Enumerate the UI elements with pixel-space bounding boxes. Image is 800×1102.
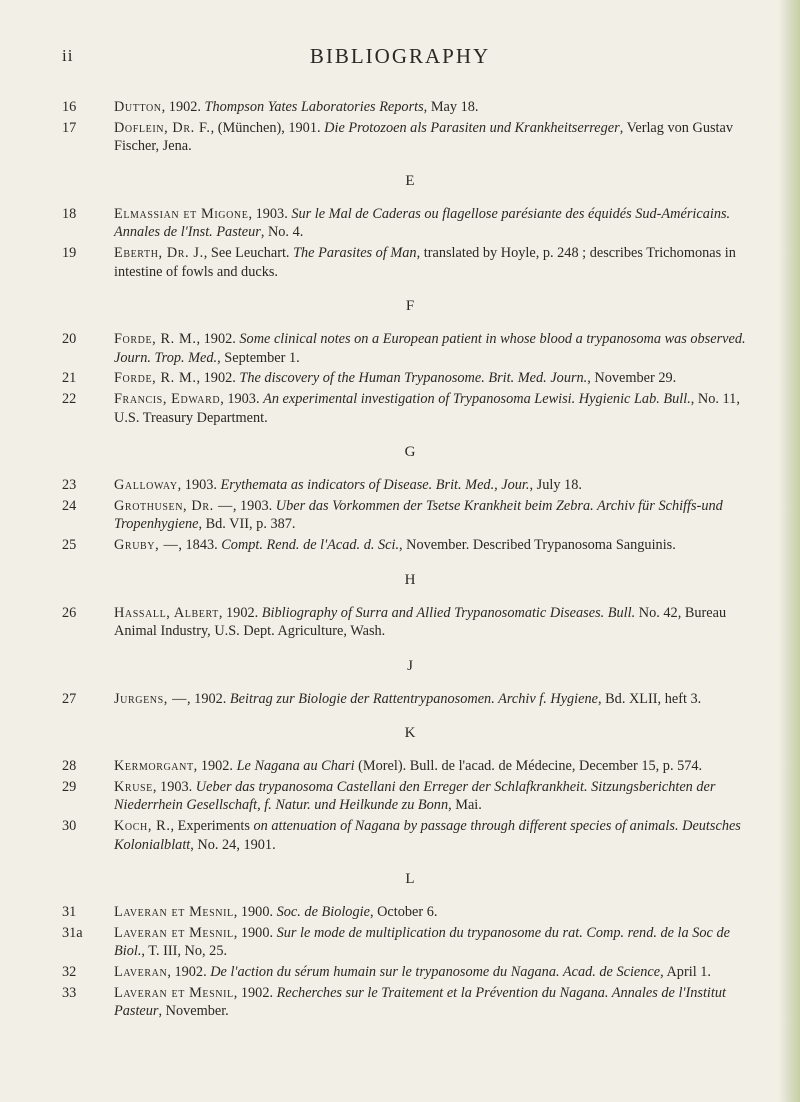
bibliography-entry: 27 Jurgens, —, 1902. Beitrag zur Biologie der Rattentrypanosomen. Archiv f. Hygiene, Bd. XLII, heft 3. (62, 690, 702, 707)
entry-title: Erythemata as indicators of Disease. Brit. Med., Jour. (220, 477, 530, 494)
entry-year: Experiments (177, 818, 250, 835)
entry-title: Thompson Yates Laboratories Reports (204, 99, 424, 115)
section-letter: H (404, 571, 416, 588)
entry-author: Forde, R. M. (114, 331, 197, 348)
entry-number: 30 (62, 818, 77, 835)
entry-title: The discovery of the Human Trypanosome. Brit. Med. Journ. (239, 370, 588, 387)
entry-year: 1902. (203, 331, 236, 348)
entry-title: An experimental investigation of Trypanosoma Lewisi. Hygienic Lab. Bull. (263, 390, 691, 407)
entry-year: 1843. (185, 536, 218, 553)
entry-number: 31a (62, 924, 83, 941)
entry-title: Sur le Mal de Caderas ou flagellose parésiante des équidés Sud-Américains. Annales de l'Inst. Pasteur (114, 205, 731, 241)
bibliography-entry: 30 Koch, R., Experiments on attenuation of Nagana by passage through different species of animals. Deutsches Kolonialblatt, No. 24, 1901. (62, 818, 741, 853)
entry-details: , T. III, No, 25. (141, 943, 228, 960)
entry-details: , No. 4. (260, 224, 304, 241)
entry-year: 1903. (184, 477, 217, 494)
entry-number: 28 (62, 758, 77, 775)
entry-details: , September 1. (217, 349, 300, 366)
entry-year: 1903. (255, 205, 288, 222)
entry-author: Dutton (114, 99, 162, 115)
bibliography-entry: 18 Elmassian et Migone, 1903. Sur le Mal de Caderas ou flagellose parésiante des équidés Sud-Américains. Annales de l'Inst. Pasteur, No. 4. (62, 205, 731, 241)
section-letter: E (405, 172, 415, 189)
bibliography-entry: 33 Laveran et Mesnil, 1902. Recherches sur le Traitement et la Prévention du Nagana. Annales de l'Institut Pasteur, November. (62, 984, 726, 1020)
entry-details: , Bd. VII, p. 387. (198, 516, 296, 533)
entry-author: Galloway (114, 477, 178, 494)
entry-details: , No. 24, 1901. (190, 836, 276, 853)
entry-year: 1902. (168, 99, 201, 115)
entry-year: 1903. (227, 390, 260, 407)
entry-details: , October 6. (369, 904, 438, 921)
entry-year: (München), 1901. (217, 119, 321, 136)
entry-details: , May 18. (423, 99, 479, 115)
entry-author: Eberth, Dr. J. (114, 244, 204, 261)
entry-author: Doflein, Dr. F. (114, 119, 211, 136)
entry-title: The Parasites of Man (293, 244, 417, 261)
entry-details: No. 42, Bureau Animal Industry, U.S. Dept. Agriculture, Wash. (114, 604, 727, 640)
entry-number: 22 (62, 390, 77, 407)
entry-year: 1903. (160, 778, 193, 795)
entry-number: 21 (62, 370, 77, 387)
bibliography-entry: 23 Galloway, 1903. Erythemata as indicators of Disease. Brit. Med., Jour., July 18. (62, 477, 582, 494)
entry-author: Forde, R. M. (114, 370, 197, 387)
entry-details: , translated by Hoyle, p. 248 ; describes Trichomonas in intestine of fowls and ducks. (114, 244, 736, 280)
entry-title: Bibliography of Surra and Allied Trypanosomatic Diseases. Bull. (261, 604, 636, 621)
bibliography-entry: 32 Laveran, 1902. De l'action du sérum humain sur le trypanosome du Nagana. Acad. de Science, April 1. (62, 964, 711, 981)
entry-year: 1902. (240, 984, 274, 1001)
bibliography-entry: 19 Eberth, Dr. J., See Leuchart. The Parasites of Man, translated by Hoyle, p. 248 ; describes Trichomonas in intestine of fowls and ducks. (62, 244, 736, 280)
entry-details: , April 1. (660, 964, 711, 981)
entry-year: 1900. (240, 924, 274, 941)
entry-title: Uber das Vorkommen der Tsetse Krankheit beim Zebra. Archiv für Schiffs-und Tropenhygiene (114, 497, 723, 533)
bibliography-entry: 17 Doflein, Dr. F., (München), 1901. Die Protozoen als Parasiten und Krankheitserreger, Verlag von Gustav Fischer, Jena. (62, 119, 734, 155)
entry-number: 31 (62, 904, 77, 921)
entry-details: (Morel). Bull. de l'acad. de Médecine, December 15, p. 574. (354, 758, 703, 775)
entry-number: 17 (62, 119, 77, 136)
bibliography-entry: 31a Laveran et Mesnil, 1900. Sur le mode de multiplication du trypanosome du rat. Comp. rend. de la Soc de Biol., T. III, No, 25. (62, 924, 730, 960)
entry-author: Koch, R. (114, 818, 171, 835)
entry-author: Kermorgant (114, 758, 194, 775)
section-letter: K (404, 725, 416, 742)
entry-details: , Verlag von Gustav Fischer, Jena. (114, 119, 734, 155)
entry-details: , Bd. XLII, heft 3. (598, 690, 702, 707)
bibliography-entry: 28 Kermorgant, 1902. Le Nagana au Chari (Morel). Bull. de l'acad. de Médecine, December 15, p. 574. (62, 758, 703, 775)
entry-author: Hassall, Albert (114, 604, 219, 621)
entry-number: 20 (62, 331, 77, 348)
entry-year: 1902. (194, 690, 227, 707)
entry-title: Compt. Rend. de l'Acad. d. Sci. (221, 536, 400, 553)
entry-title: Le Nagana au Chari (236, 758, 355, 775)
entry-year: 1902. (174, 964, 207, 981)
entry-author: Kruse (114, 778, 153, 795)
entry-number: 29 (62, 778, 77, 795)
entry-author: Laveran et Mesnil (114, 984, 234, 1001)
entry-author: Laveran et Mesnil (114, 904, 234, 921)
bibliography-entry: 31 Laveran et Mesnil, 1900. Soc. de Biologie, October 6. (62, 904, 438, 921)
entry-title: Die Protozoen als Parasiten und Krankheitserreger (324, 119, 620, 136)
entry-number: 16 (62, 99, 77, 115)
running-head (0, 44, 800, 70)
entry-number: 19 (62, 244, 77, 261)
entry-details: , November. (158, 1003, 229, 1020)
entry-year: 1903. (240, 497, 273, 514)
entry-title: De l'action du sérum humain sur le trypanosome du Nagana. Acad. de Science (210, 964, 661, 981)
entry-number: 23 (62, 477, 77, 494)
entry-title: Beitrag zur Biologie der Rattentrypanosomen. Archiv f. Hygiene (229, 690, 598, 707)
entry-year: See Leuchart. (210, 244, 290, 261)
entry-year: 1900. (240, 904, 274, 921)
entry-details: , November 29. (587, 370, 677, 387)
bibliography-entry: 25 Gruby, —, 1843. Compt. Rend. de l'Acad. d. Sci., November. Described Trypanosoma Sanguinis. (62, 536, 676, 553)
page-number: ii (62, 46, 74, 65)
section-letter: J (407, 657, 413, 674)
entry-author: Jurgens, — (114, 690, 188, 707)
entry-author: Gruby, — (114, 536, 179, 553)
entry-number: 24 (62, 497, 77, 514)
bibliography-entry: 22 Francis, Edward, 1903. An experimental investigation of Trypanosoma Lewisi. Hygienic Lab. Bull., No. 11, U.S. Treasury Department. (62, 390, 740, 426)
bibliography-entry: 20 Forde, R. M., 1902. Some clinical notes on a European patient in whose blood a trypanosoma was observed. Journ. Trop. Med., September 1. (62, 331, 746, 366)
section-letter: G (404, 444, 416, 461)
entry-title: Ueber das trypanosoma Castellani den Erreger der Schlafkrankheit. Sitzungsberichten der Niederrhein Gesellschaft, f. Natur. und Heilkunde zu Bonn (114, 778, 716, 814)
entry-number: 33 (62, 984, 77, 1001)
entry-title: Soc. de Biologie (276, 904, 370, 921)
bibliography-entry: 26 Hassall, Albert, 1902. Bibliography of Surra and Allied Trypanosomatic Diseases. Bull. No. 42, Bureau Animal Industry, U.S. Dept. Agriculture, Wash. (62, 604, 727, 640)
bibliography-entry: 29 Kruse, 1903. Ueber das trypanosoma Castellani den Erreger der Schlafkrankheit. Sitzungsberichten der Niederrhein Gesellschaft, f. Natur. und Heilkunde zu Bonn, Mai. (62, 778, 716, 814)
entry-year: 1902. (203, 370, 236, 387)
section-letter: L (405, 871, 415, 888)
entry-title: Sur le mode de multiplication du trypanosome du rat. Comp. rend. de la Soc de Biol. (114, 924, 730, 960)
bibliography-entry: 16 Dutton, 1902. Thompson Yates Laboratories Reports, May 18. (62, 99, 479, 115)
entry-title: on attenuation of Nagana by passage through different species of animals. Deutsches Kolonialblatt (114, 818, 741, 853)
entry-number: 32 (62, 964, 77, 981)
entry-author: Francis, Edward (114, 390, 221, 407)
bibliography-entry: 24 Grothusen, Dr. —, 1903. Uber das Vorkommen der Tsetse Krankheit beim Zebra. Archiv für Schiffs-und Tropenhygiene, Bd. VII, p. 387. (62, 497, 723, 533)
entry-details: , November. Described Trypanosoma Sanguinis. (399, 536, 676, 553)
entry-year: 1902. (200, 758, 233, 775)
entry-author: Elmassian et Migone (114, 205, 249, 222)
entry-details: , July 18. (529, 477, 582, 494)
entry-details: , Mai. (448, 797, 482, 814)
entry-title: Recherches sur le Traitement et la Prévention du Nagana. Annales de l'Institut Pasteur (114, 984, 726, 1020)
entry-author: Laveran et Mesnil (114, 924, 234, 941)
entry-details: , No. 11, U.S. Treasury Department. (114, 390, 740, 426)
bibliography-entry: 21 Forde, R. M., 1902. The discovery of the Human Trypanosome. Brit. Med. Journ., November 29. (62, 370, 677, 387)
page-title: BIBLIOGRAPHY (309, 44, 491, 68)
section-letter: F (405, 298, 415, 315)
entry-title: Some clinical notes on a European patient in whose blood a trypanosoma was observed. Journ. Trop. Med. (114, 331, 746, 366)
entry-number: 27 (62, 690, 77, 707)
entry-number: 25 (62, 536, 77, 553)
entry-number: 26 (62, 604, 77, 621)
bibliography-list (0, 98, 800, 1023)
entry-year: 1902. (226, 604, 259, 621)
entry-author: Laveran (114, 964, 168, 981)
entry-number: 18 (62, 205, 77, 222)
entry-author: Grothusen, Dr. — (114, 497, 233, 514)
